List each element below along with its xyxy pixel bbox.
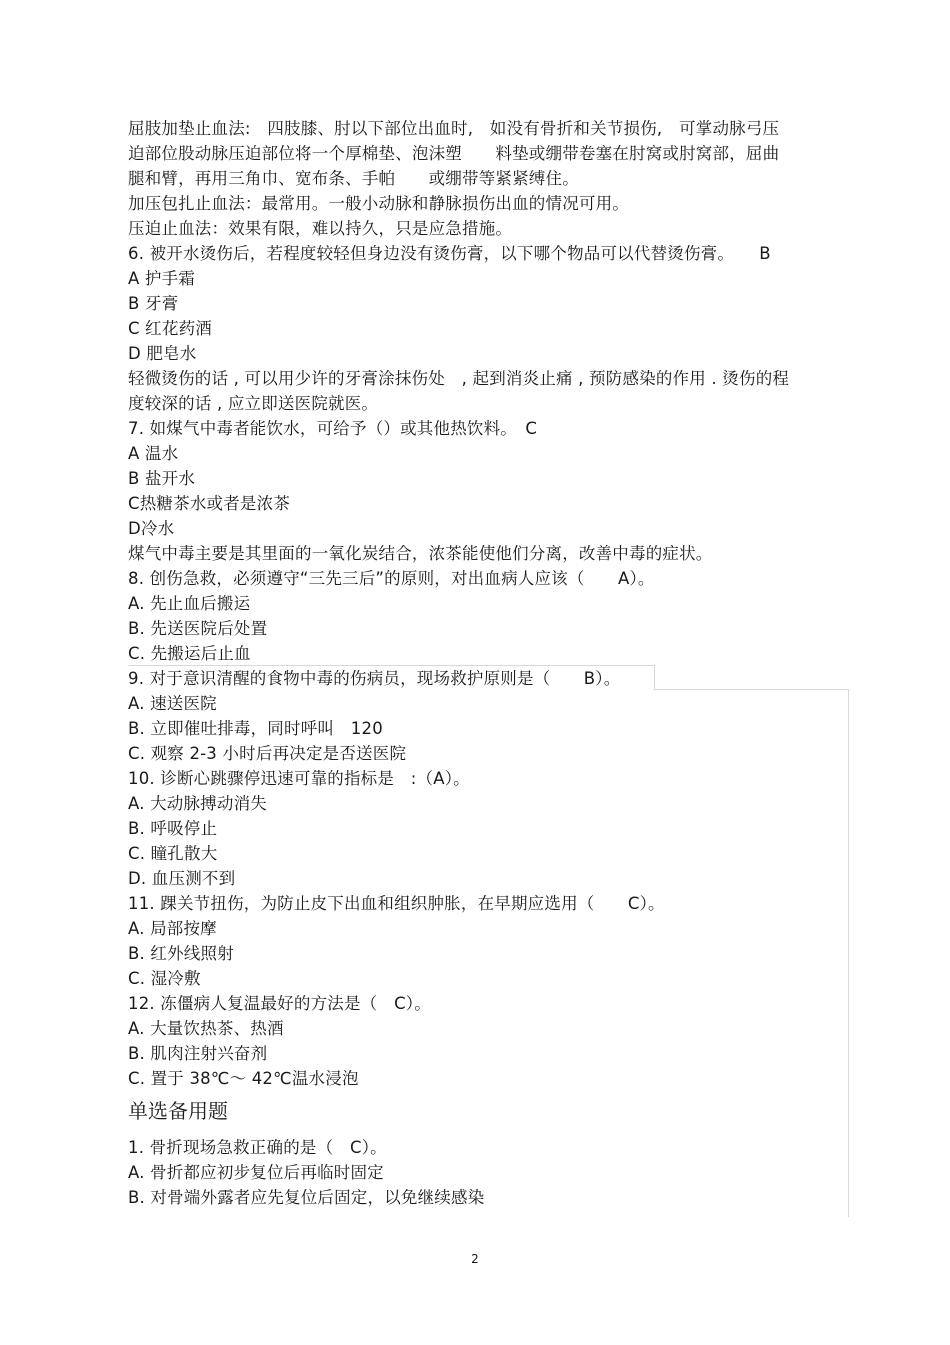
text-line: 6. 被开水烫伤后，若程度较轻但身边没有烫伤膏，以下哪个物品可以代替烫伤膏。 B bbox=[128, 244, 771, 263]
text-block bbox=[128, 116, 848, 1091]
text-line: 迫部位股动脉压迫部位将一个厚棉垫、泡沫塑 料垫或绷带卷塞在肘窝或肘窝部，屈曲 bbox=[128, 144, 780, 163]
text-line: A. 先止血后搬运 bbox=[128, 594, 251, 613]
text-line: 11. 踝关节扭伤，为防止皮下出血和组织肿胀，在早期应选用（ C）。 bbox=[128, 894, 665, 913]
text-line: B. 肌肉注射兴奋剂 bbox=[128, 1044, 268, 1063]
text-line: A. 骨折都应初步复位后再临时固定 bbox=[128, 1163, 384, 1182]
text-line: 加压包扎止血法：最常用。一般小动脉和静脉损伤出血的情况可用。 bbox=[128, 194, 629, 213]
document-body bbox=[128, 116, 848, 1210]
text-line: 腿和臂，再用三角巾、宽布条、手帕 或绷带等紧紧缚住。 bbox=[128, 169, 579, 188]
text-line: 9. 对于意识清醒的食物中毒的伤病员，现场救护原则是（ B）。 bbox=[128, 669, 621, 688]
frame-border bbox=[654, 689, 849, 690]
text-line: B. 呼吸停止 bbox=[128, 819, 218, 838]
text-line: D冷水 bbox=[128, 519, 175, 538]
text-line: A. 大量饮热茶、热酒 bbox=[128, 1019, 284, 1038]
section-heading: 单选备用题 bbox=[128, 1099, 228, 1123]
text-line: A. 大动脉搏动消失 bbox=[128, 794, 267, 813]
text-line: C. 置于 38℃～ 42℃温水浸泡 bbox=[128, 1069, 359, 1088]
text-line: A 温水 bbox=[128, 444, 179, 463]
frame-border bbox=[128, 665, 654, 666]
text-line: C. 湿冷敷 bbox=[128, 969, 201, 988]
text-line: 8. 创伤急救，必须遵守“三先三后”的原则，对出血病人应该（ A）。 bbox=[128, 569, 655, 588]
text-line: 度较深的话 , 应立即送医院就医。 bbox=[128, 394, 379, 413]
text-line: C. 观察 2-3 小时后再决定是否送医院 bbox=[128, 744, 407, 763]
text-line: A. 速送医院 bbox=[128, 694, 217, 713]
text-line: D 肥皂水 bbox=[128, 344, 197, 363]
text-line: C 红花药酒 bbox=[128, 319, 212, 338]
text-line: C热糖茶水或者是浓茶 bbox=[128, 494, 291, 513]
text-line: B. 先送医院后处置 bbox=[128, 619, 268, 638]
text-line: 10. 诊断心跳骤停迅速可靠的指标是 :（A）。 bbox=[128, 769, 470, 788]
text-line: 压迫止血法：效果有限，难以持久，只是应急措施。 bbox=[128, 219, 513, 238]
frame-border bbox=[848, 689, 849, 1217]
text-line: 屈肢加垫止血法: 四肢膝、肘以下部位出血时, 如没有骨折和关节损伤, 可掌动脉弓压 bbox=[128, 119, 780, 138]
text-block-after bbox=[128, 1135, 848, 1210]
text-line: B 牙膏 bbox=[128, 294, 179, 313]
text-line: 煤气中毒主要是其里面的一氧化炭结合，浓茶能使他们分离，改善中毒的症状。 bbox=[128, 544, 713, 563]
text-line: C. 瞳孔散大 bbox=[128, 844, 218, 863]
text-line: 轻微烫伤的话 , 可以用少许的牙膏涂抹伤处 , 起到消炎止痛 , 预防感染的作用 . 烫伤的程 bbox=[128, 369, 790, 388]
text-line: C. 先搬运后止血 bbox=[128, 644, 251, 663]
frame-border bbox=[654, 665, 655, 689]
text-line: 12. 冻僵病人复温最好的方法是（ C）。 bbox=[128, 994, 431, 1013]
text-line: 7. 如煤气中毒者能饮水，可给予（）或其他热饮料。 C bbox=[128, 419, 538, 438]
text-line: D. 血压测不到 bbox=[128, 869, 236, 888]
text-line: A 护手霜 bbox=[128, 269, 196, 288]
text-line: B. 立即催吐排毒，同时呼叫 120 bbox=[128, 719, 383, 738]
text-line: B. 对骨端外露者应先复位后固定，以免继续感染 bbox=[128, 1188, 485, 1207]
page-number: 2 bbox=[471, 1252, 479, 1266]
text-line: B. 红外线照射 bbox=[128, 944, 234, 963]
text-line: A. 局部按摩 bbox=[128, 919, 217, 938]
text-line: B 盐开水 bbox=[128, 469, 196, 488]
text-line: 1. 骨折现场急救正确的是（ C）。 bbox=[128, 1138, 387, 1157]
